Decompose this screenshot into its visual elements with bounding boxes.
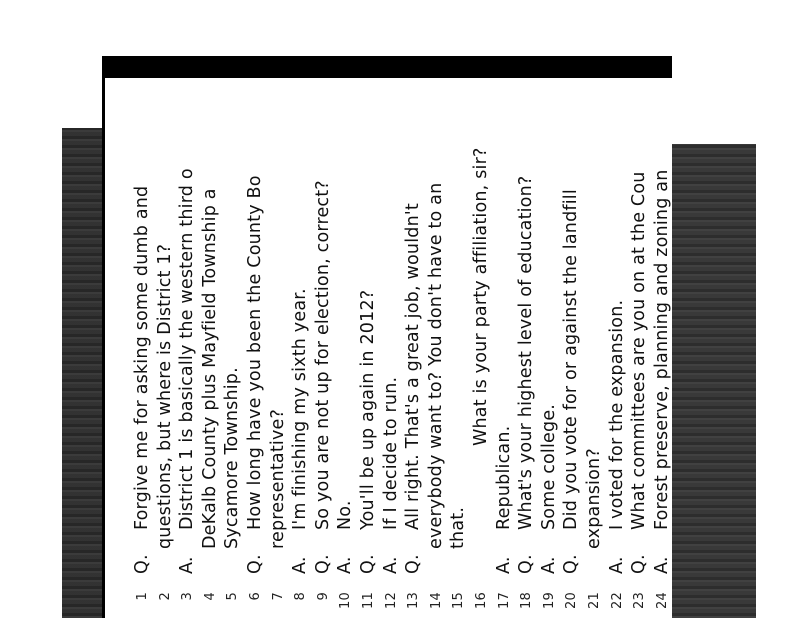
line-number: 18: [519, 592, 535, 609]
line-text: Sycamore Township.: [222, 367, 243, 549]
line-text: What is your party affiliation, sir?: [471, 147, 491, 446]
speaker-marker: Q.: [403, 554, 424, 574]
line-text: What committees are you on at the Cou: [629, 171, 650, 530]
line-text: You'll be up again in 2012?: [358, 289, 378, 530]
transcript-body: [132, 120, 672, 618]
speaker-marker: Q.: [561, 554, 582, 574]
line-text: DeKalb County plus Mayfield Township a: [199, 188, 220, 549]
line-number: 9: [315, 592, 331, 601]
page-left-edge: [102, 56, 105, 618]
line-text: All right. That's a great job, wouldn't: [403, 203, 424, 530]
line-text: questions, but where is District 1?: [154, 243, 175, 549]
line-text: everybody want to? You don't have to an: [425, 182, 446, 549]
line-number: 12: [383, 592, 399, 609]
line-number: 17: [496, 592, 512, 609]
line-text: If I decide to run.: [380, 376, 401, 530]
scan-shadow-right: [672, 144, 756, 618]
speaker-marker: A.: [493, 556, 514, 574]
line-number: 6: [248, 592, 263, 601]
line-number: 21: [587, 592, 602, 609]
line-number: 14: [428, 592, 444, 609]
line-number: 24: [654, 592, 670, 609]
line-text: What's your highest level of education?: [516, 175, 537, 530]
line-text: that.: [448, 506, 469, 549]
line-text: expansion?: [584, 448, 604, 549]
transcript-page: [102, 56, 672, 618]
line-text: District 1 is basically the western third o: [177, 168, 198, 530]
line-number: 1: [135, 592, 150, 601]
line-text: Republican.: [493, 425, 514, 530]
line-number: 16: [474, 592, 489, 609]
line-number: 22: [609, 592, 625, 609]
speaker-marker: Q.: [516, 554, 537, 574]
line-text: So you are not up for election, correct?: [312, 180, 333, 530]
speaker-marker: Q.: [629, 554, 650, 574]
line-text: I voted for the expansion.: [606, 299, 627, 530]
line-text: Forgive me for asking some dumb and: [132, 185, 152, 530]
line-number: 2: [157, 592, 173, 601]
line-number: 23: [632, 592, 648, 609]
speaker-marker: A.: [290, 556, 311, 574]
line-number: 8: [293, 592, 309, 601]
speaker-marker: Q.: [358, 554, 378, 574]
line-text: Did you vote for or against the landfill: [561, 189, 582, 530]
line-text: Some college.: [538, 403, 559, 530]
speaker-marker: A.: [538, 556, 559, 574]
speaker-marker: Q.: [245, 554, 265, 574]
line-number: 11: [361, 592, 376, 609]
speaker-marker: A.: [651, 556, 672, 574]
line-number: 5: [225, 592, 241, 601]
speaker-marker: A.: [335, 556, 356, 574]
line-text: representative?: [267, 409, 288, 549]
line-number: 4: [202, 592, 218, 601]
line-text: No.: [335, 500, 356, 530]
line-text: Forest preserve, planning and zoning an: [651, 169, 672, 530]
line-number: 13: [406, 592, 422, 609]
speaker-marker: A.: [380, 556, 401, 574]
line-number: 15: [451, 592, 467, 609]
speaker-marker: Q.: [132, 554, 152, 574]
page-top-edge: [102, 56, 672, 78]
line-text: How long have you been the County Bo: [245, 175, 265, 530]
speaker-marker: A.: [606, 556, 627, 574]
line-number: 10: [338, 592, 354, 609]
line-number: 19: [541, 592, 557, 609]
line-text: I'm finishing my sixth year.: [290, 288, 311, 530]
speaker-marker: A.: [177, 556, 198, 574]
line-number: 3: [180, 592, 196, 601]
line-number: 20: [564, 592, 580, 609]
speaker-marker: Q.: [312, 554, 333, 574]
line-number: 7: [270, 592, 286, 601]
